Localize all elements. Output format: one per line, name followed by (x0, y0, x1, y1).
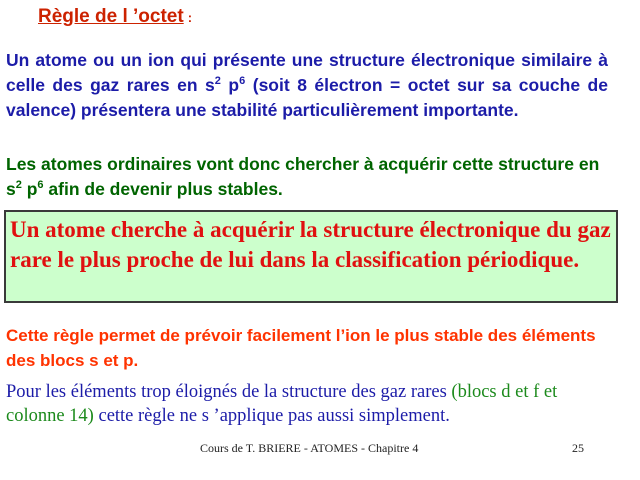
paragraph-rule-limits (6, 380, 618, 428)
p2-text-1: Les atomes ordinaires vont donc chercher à acquérir cette structure en s (6, 154, 600, 199)
rule-callout-text: Un atome cherche à acquérir la structure électronique du gaz rare le plus proche de lui dans la classification périodique. (10, 217, 611, 272)
page-number: 25 (572, 441, 584, 455)
p2-text-2: p (21, 179, 38, 199)
slide-footer (0, 441, 640, 457)
p2-superscript-2: 2 (15, 179, 22, 191)
p4-text-2: cette règle ne s ’applique pas aussi simplement. (93, 406, 450, 426)
paragraph-octet-definition (6, 48, 608, 123)
p2-superscript-6: 6 (37, 179, 44, 191)
p1-text-3: (soit 8 électron = octet sur sa couche de valence) présentera une stabilité particulièrement importante. (6, 75, 608, 120)
p1-superscript-2: 2 (214, 75, 221, 87)
p1-superscript-6: 6 (239, 75, 246, 87)
p2-text-3: afin de devenir plus stables. (43, 179, 283, 199)
paragraph-rule-usage: Cette règle permet de prévoir facilement l’ion le plus stable des éléments des blocs s et p. (6, 326, 596, 370)
paragraph-atoms-seek-structure (6, 152, 608, 202)
footer-course-title: Cours de T. BRIERE - ATOMES - Chapitre 4 (200, 441, 419, 455)
slide-title-text: Règle de l ’octet (38, 6, 184, 27)
p1-text-1: Un atome ou un ion qui présente une structure électronique similaire à celle des gaz rares en s (6, 50, 608, 95)
p4-text-1: Pour les éléments trop éloignés de la structure des gaz rares (6, 382, 452, 402)
slide-title (38, 6, 192, 28)
slide-title-colon: : (187, 10, 193, 25)
rule-callout-box (4, 210, 618, 303)
p4-green-blocks: (blocs d et f et colonne 14) (6, 382, 558, 426)
p1-text-2: p (220, 75, 240, 95)
